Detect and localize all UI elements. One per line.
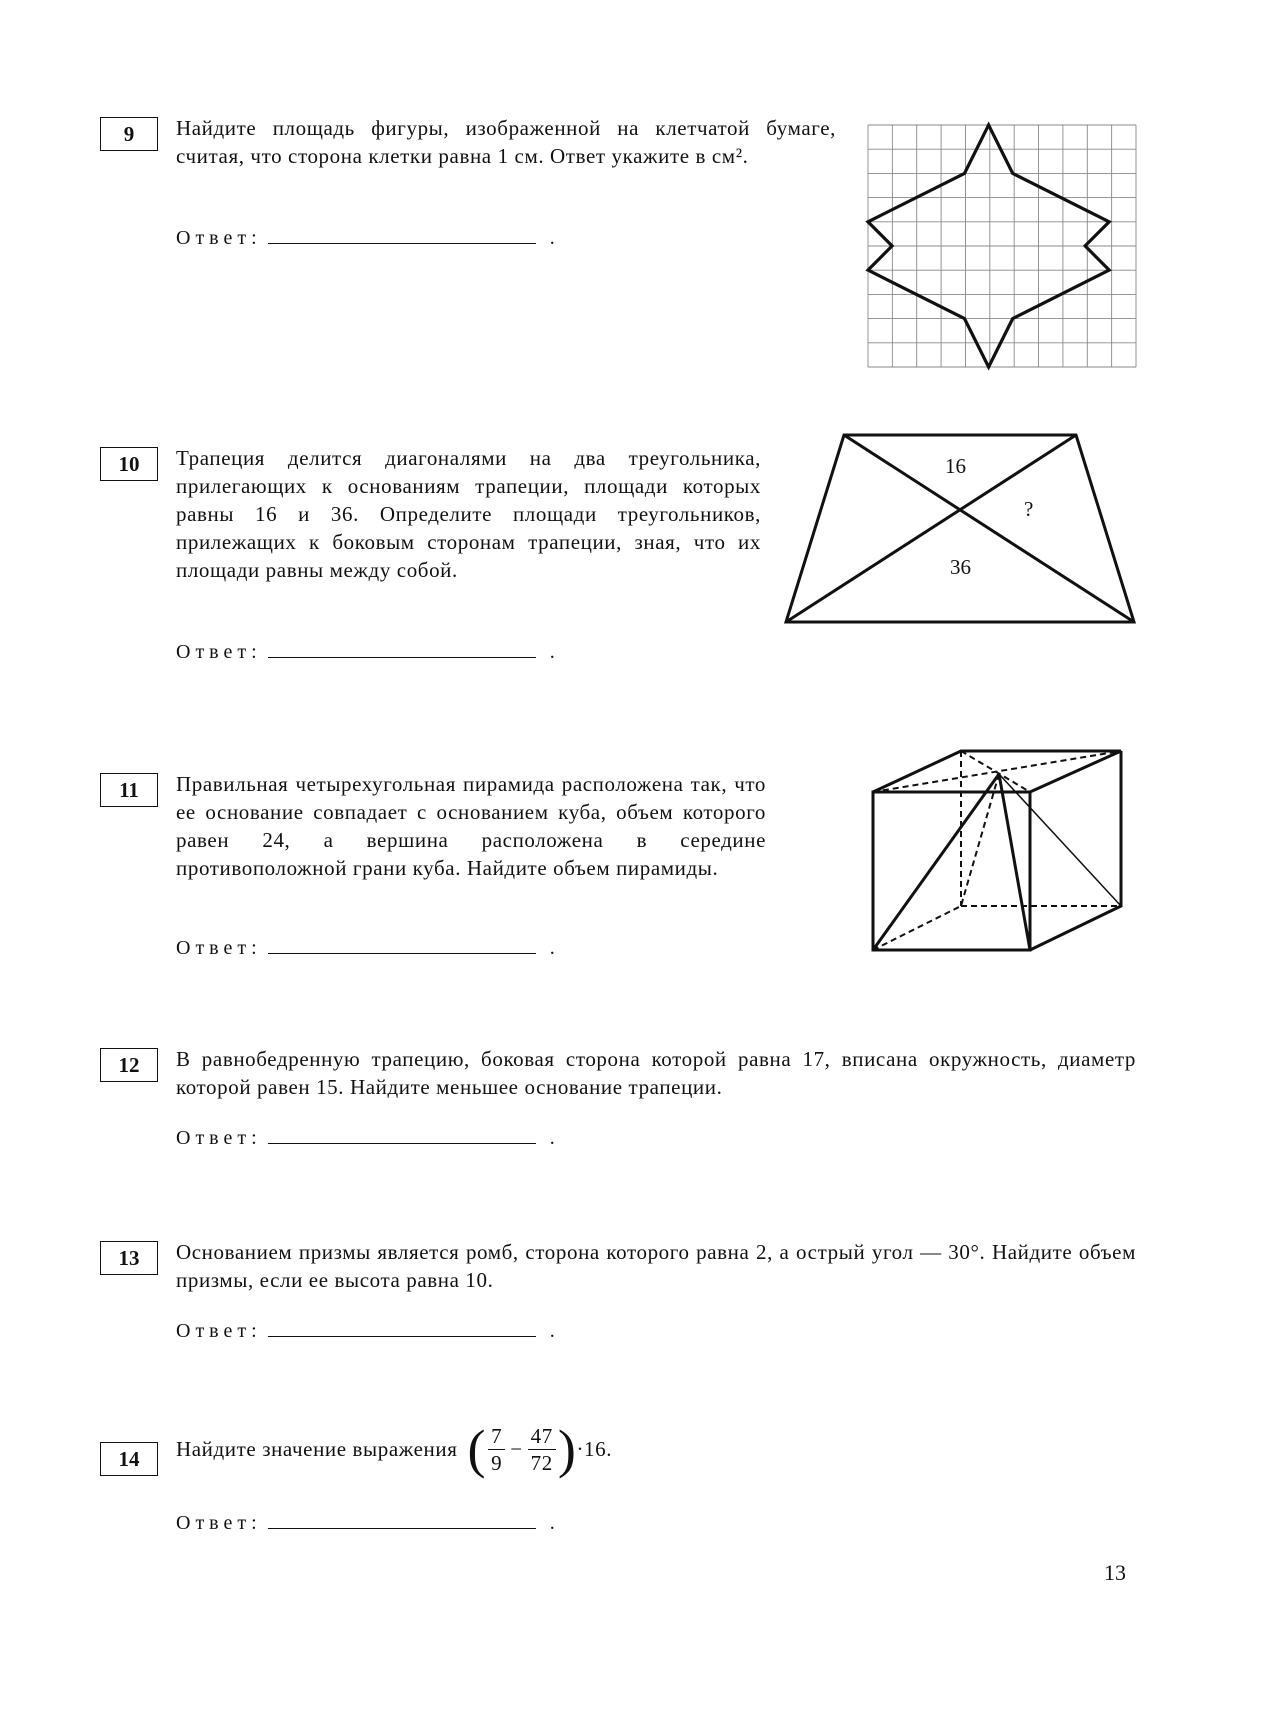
task-text: Трапеция делится диагоналями на два треугольника, прилегающих к основаниям трапеции, площади которых равны 16 и 36. Определите площади треугольников, прилежащих к боковым сторонам трапеции, зная, что их площади равны между собой. bbox=[176, 446, 761, 582]
diagonal-1 bbox=[844, 435, 1134, 622]
fraction-2-numerator: 47 bbox=[528, 1423, 556, 1450]
label-top: 16 bbox=[945, 454, 966, 478]
pyramid-edge bbox=[999, 774, 1030, 950]
cube-pyramid-figure bbox=[870, 745, 1130, 955]
task-text: В равнобедренную трапецию, боковая сторона которой равна 17, вписана окружность, диаметр которой равен 15. Найдите меньшее основание трапеции. bbox=[176, 1047, 1136, 1099]
label-side: ? bbox=[1024, 497, 1034, 521]
page-number: 13 bbox=[1104, 1560, 1126, 1585]
answer-label: Ответ: bbox=[176, 227, 262, 249]
answer-end: . bbox=[549, 641, 555, 663]
answer-label: Ответ: bbox=[176, 1320, 262, 1342]
diagonal-2 bbox=[786, 435, 1076, 622]
fraction-2 bbox=[528, 1423, 556, 1476]
answer-label: Ответ: bbox=[176, 1512, 262, 1534]
answer-end: . bbox=[549, 937, 555, 959]
fraction-2-denominator: 72 bbox=[530, 1450, 553, 1475]
answer-field[interactable] bbox=[268, 935, 536, 954]
label-bottom: 36 bbox=[950, 555, 971, 579]
answer-field[interactable] bbox=[268, 1318, 536, 1337]
answer-row bbox=[176, 935, 555, 960]
answer-row bbox=[176, 1125, 555, 1150]
answer-end: . bbox=[549, 1512, 555, 1534]
answer-field[interactable] bbox=[268, 225, 536, 244]
task-14-prompt: Найдите значение выражения bbox=[176, 1437, 458, 1461]
pyramid-hidden-edge bbox=[961, 774, 999, 906]
task-text: Основанием призмы является ромб, сторона которого равна 2, а острый угол — 30°. Найдите объем призмы, если ее высота равна 10. bbox=[176, 1240, 1136, 1292]
star-grid-figure bbox=[868, 125, 1136, 367]
task-number-box: 11 bbox=[100, 773, 158, 807]
answer-end: . bbox=[549, 1320, 555, 1342]
answer-label: Ответ: bbox=[176, 1127, 262, 1149]
answer-end: . bbox=[549, 227, 555, 249]
pyramid-edge bbox=[873, 774, 999, 950]
answer-end: . bbox=[549, 1127, 555, 1149]
cube-right-edges bbox=[1030, 751, 1121, 950]
task-text bbox=[176, 1419, 876, 1479]
fraction-1-numerator: 7 bbox=[488, 1423, 505, 1450]
minus-sign: − bbox=[510, 1437, 523, 1461]
task-number-box: 10 bbox=[100, 447, 158, 481]
answer-field[interactable] bbox=[268, 1510, 536, 1529]
answer-field[interactable] bbox=[268, 639, 536, 658]
answer-field[interactable] bbox=[268, 1125, 536, 1144]
task-number-box: 9 bbox=[100, 117, 158, 151]
trapezoid-figure bbox=[785, 433, 1135, 623]
answer-row bbox=[176, 1510, 555, 1535]
task-number-box: 14 bbox=[100, 1442, 158, 1476]
right-paren: ) bbox=[557, 1419, 577, 1479]
expression-tail: ·16. bbox=[576, 1437, 613, 1461]
task-text: Найдите площадь фигуры, изображенной на клетчатой бумаге, считая, что сторона клетки равна 1 см. Ответ укажите в см². bbox=[176, 116, 836, 168]
answer-row bbox=[176, 639, 555, 664]
task-text: Правильная четырехугольная пирамида расположена так, что ее основание совпадает с основанием куба, объем которого равен 24, а вершина расположена в середине противоположной грани куба. Найдите объем пирамиды. bbox=[176, 772, 766, 880]
hidden-edge bbox=[873, 906, 961, 950]
fraction-1-denominator: 9 bbox=[491, 1450, 503, 1475]
expression bbox=[467, 1419, 613, 1479]
fraction-1 bbox=[488, 1423, 505, 1476]
left-paren: ( bbox=[467, 1419, 487, 1479]
task-number-box: 13 bbox=[100, 1241, 158, 1275]
task-number-box: 12 bbox=[100, 1048, 158, 1082]
answer-row bbox=[176, 1318, 555, 1343]
answer-label: Ответ: bbox=[176, 937, 262, 959]
answer-row bbox=[176, 225, 555, 250]
answer-label: Ответ: bbox=[176, 641, 262, 663]
